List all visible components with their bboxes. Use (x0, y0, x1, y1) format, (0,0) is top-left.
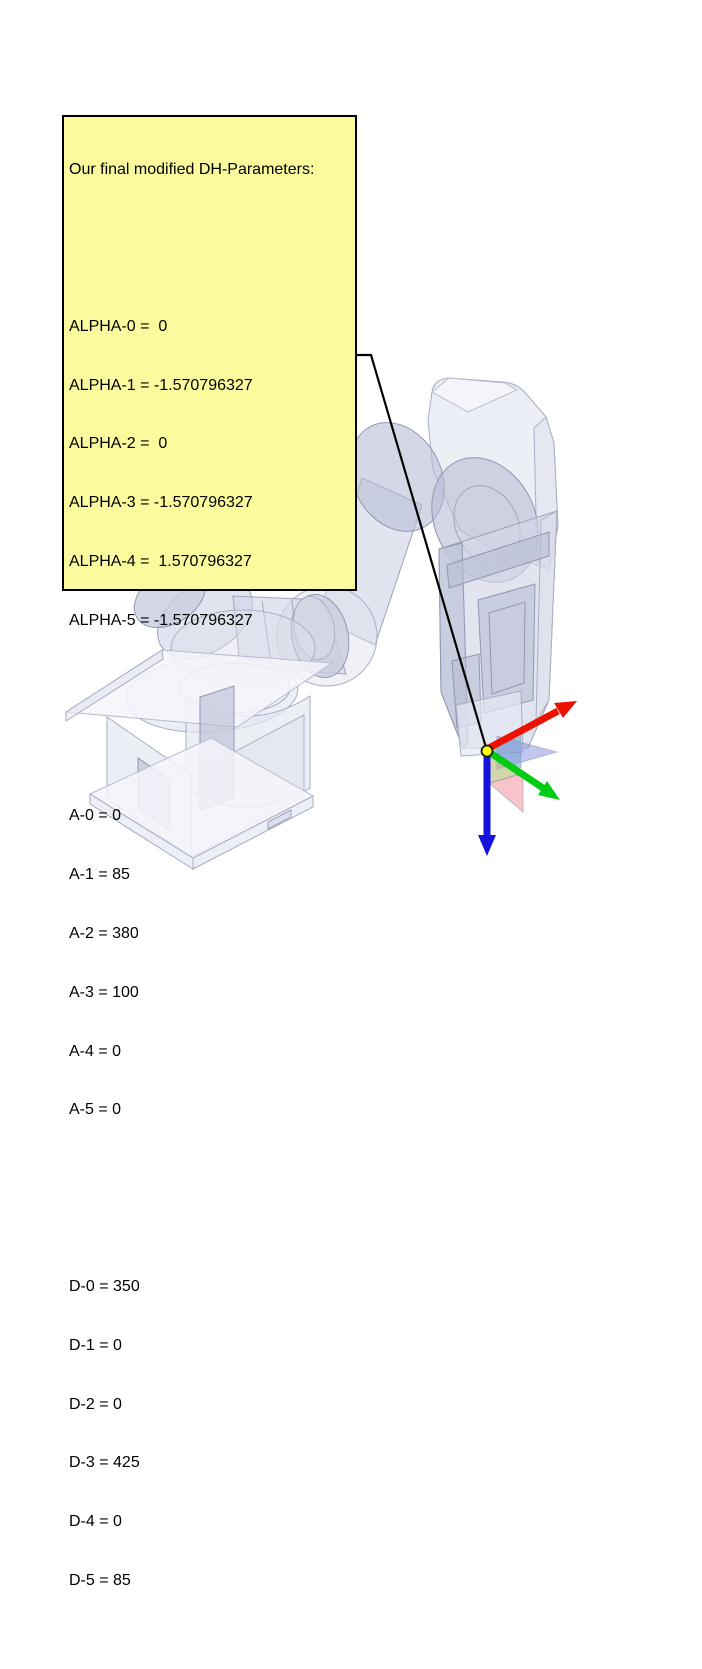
red-axis-arrowhead (554, 701, 577, 718)
a-param-line: A-4 = 0 (69, 1042, 122, 1060)
annotation-title: Our final modified DH-Parameters: (69, 161, 315, 179)
alpha-param-line: ALPHA-3 = -1.570796327 (69, 494, 253, 512)
d-param-line: D-2 = 0 (69, 1395, 122, 1413)
origin-marker (482, 746, 493, 757)
alpha-param-line: ALPHA-4 = 1.570796327 (69, 552, 252, 570)
a-param-line: A-5 = 0 (69, 1101, 122, 1119)
a-param-line: A-0 = 0 (69, 807, 122, 825)
blue-axis-arrowhead (478, 835, 496, 856)
alpha-parameters-block (69, 278, 350, 670)
d-param-line: D-4 = 0 (69, 1513, 122, 1531)
a-parameters-block (69, 767, 350, 1159)
a-param-line: A-3 = 100 (69, 983, 139, 1001)
alpha-param-line: ALPHA-0 = 0 (69, 317, 168, 335)
a-param-line: A-1 = 85 (69, 866, 130, 884)
d-param-line: D-3 = 425 (69, 1454, 140, 1472)
dh-parameters-annotation (62, 115, 357, 1589)
alpha-param-line: ALPHA-5 = -1.570796327 (69, 611, 253, 629)
alpha-param-line: ALPHA-2 = 0 (69, 435, 168, 453)
forearm-panel-inner (489, 602, 525, 694)
alpha-param-line: ALPHA-1 = -1.570796327 (69, 376, 253, 394)
d-parameters-block (69, 1238, 350, 1630)
a-param-line: A-2 = 380 (69, 924, 139, 942)
d-param-line: D-5 = 85 (69, 1571, 131, 1589)
d-param-line: D-0 = 350 (69, 1278, 140, 1296)
d-param-line: D-1 = 0 (69, 1336, 122, 1354)
